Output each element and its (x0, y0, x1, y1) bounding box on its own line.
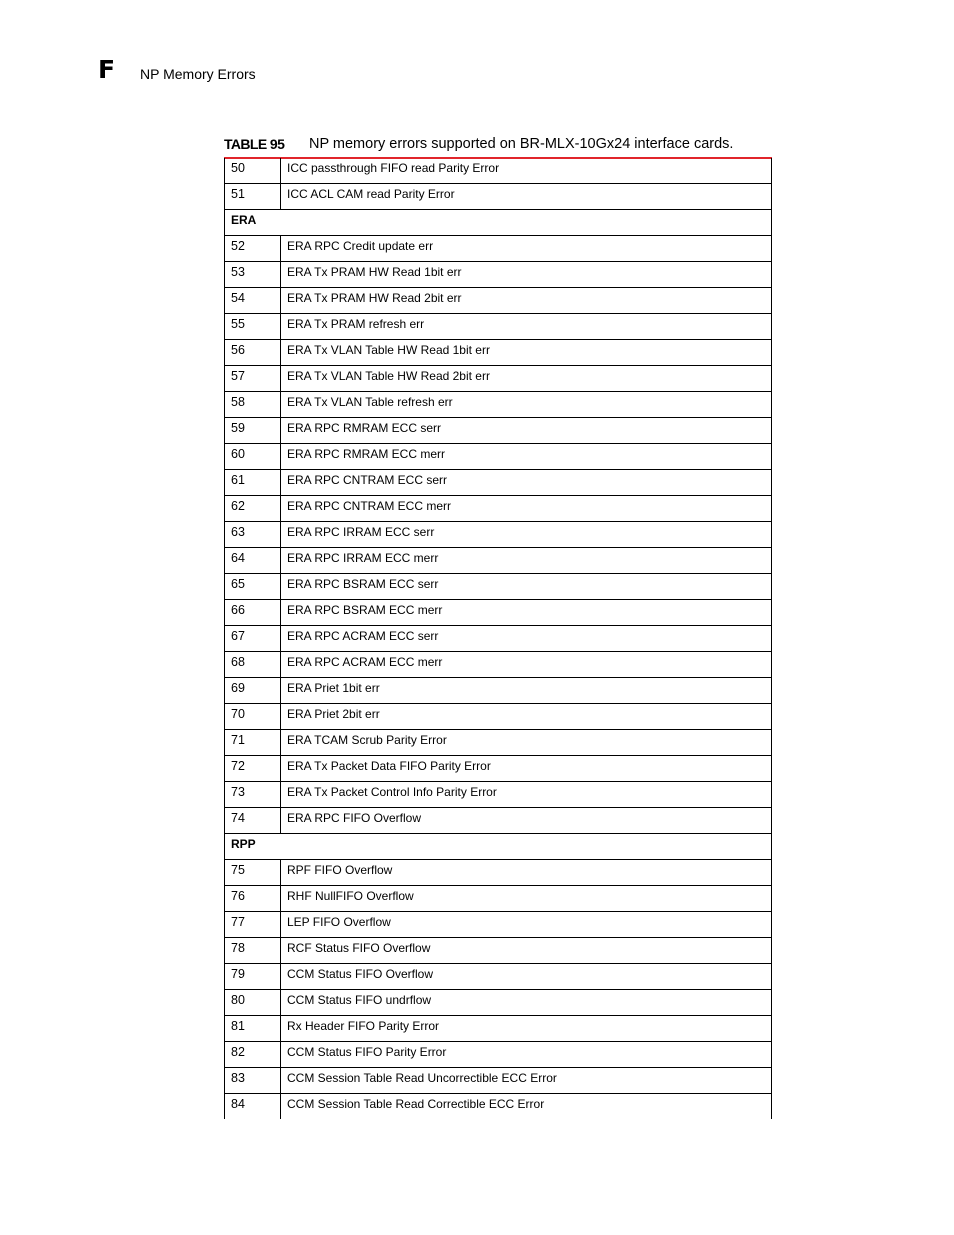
error-number: 65 (225, 574, 281, 600)
table-row (225, 522, 772, 548)
error-number: 68 (225, 652, 281, 678)
error-number: 76 (225, 886, 281, 912)
error-description: RCF Status FIFO Overflow (281, 938, 772, 964)
table-caption-label: TABLE 95 (224, 136, 285, 152)
table-row (225, 1016, 772, 1042)
error-number: 81 (225, 1016, 281, 1042)
error-number: 53 (225, 262, 281, 288)
error-number: 73 (225, 782, 281, 808)
table-row (225, 366, 772, 392)
table-row (225, 782, 772, 808)
table-row (225, 184, 772, 210)
error-number: 74 (225, 808, 281, 834)
table-row (225, 548, 772, 574)
error-description: ICC ACL CAM read Parity Error (281, 184, 772, 210)
section-header: RPP (225, 834, 772, 860)
table-row (225, 470, 772, 496)
error-description: ERA Priet 1bit err (281, 678, 772, 704)
error-description: ERA RPC IRRAM ECC serr (281, 522, 772, 548)
table-row (225, 236, 772, 262)
error-number: 59 (225, 418, 281, 444)
error-description: ERA RPC FIFO Overflow (281, 808, 772, 834)
table-body (225, 158, 772, 1119)
error-number: 64 (225, 548, 281, 574)
error-description: RPF FIFO Overflow (281, 860, 772, 886)
table-row (225, 1094, 772, 1120)
appendix-letter: F (98, 55, 116, 84)
error-number: 71 (225, 730, 281, 756)
error-number: 70 (225, 704, 281, 730)
error-description: ERA Tx Packet Control Info Parity Error (281, 782, 772, 808)
error-number: 67 (225, 626, 281, 652)
error-description: ERA RPC RMRAM ECC merr (281, 444, 772, 470)
table-section-row (225, 210, 772, 236)
table-row (225, 730, 772, 756)
error-number: 58 (225, 392, 281, 418)
error-description: ICC passthrough FIFO read Parity Error (281, 158, 772, 184)
error-description: ERA Tx PRAM HW Read 1bit err (281, 262, 772, 288)
error-number: 78 (225, 938, 281, 964)
error-number: 51 (225, 184, 281, 210)
table-caption-text: NP memory errors supported on BR-MLX-10Gx24 interface cards. (309, 136, 734, 152)
error-description: ERA RPC BSRAM ECC serr (281, 574, 772, 600)
table-row (225, 1068, 772, 1094)
error-number: 82 (225, 1042, 281, 1068)
table-row (225, 860, 772, 886)
table-row (225, 938, 772, 964)
table-row (225, 288, 772, 314)
table-row (225, 340, 772, 366)
error-description: ERA Tx VLAN Table HW Read 1bit err (281, 340, 772, 366)
error-description: ERA RPC ACRAM ECC merr (281, 652, 772, 678)
table-row (225, 886, 772, 912)
error-number: 55 (225, 314, 281, 340)
table-row (225, 626, 772, 652)
table-row (225, 418, 772, 444)
error-number: 77 (225, 912, 281, 938)
error-description: ERA RPC Credit update err (281, 236, 772, 262)
error-number: 52 (225, 236, 281, 262)
section-title: NP Memory Errors (140, 66, 256, 82)
table-row (225, 158, 772, 184)
error-description: ERA RPC CNTRAM ECC serr (281, 470, 772, 496)
error-description: CCM Status FIFO Parity Error (281, 1042, 772, 1068)
error-number: 56 (225, 340, 281, 366)
table-row (225, 990, 772, 1016)
error-number: 84 (225, 1094, 281, 1120)
error-number: 60 (225, 444, 281, 470)
error-number: 79 (225, 964, 281, 990)
error-description: ERA Tx PRAM refresh err (281, 314, 772, 340)
error-description: ERA RPC RMRAM ECC serr (281, 418, 772, 444)
table-row (225, 678, 772, 704)
error-description: ERA Tx Packet Data FIFO Parity Error (281, 756, 772, 782)
table-row (225, 964, 772, 990)
table-row (225, 704, 772, 730)
error-description: CCM Session Table Read Correctible ECC Error (281, 1094, 772, 1120)
error-number: 75 (225, 860, 281, 886)
error-number: 66 (225, 600, 281, 626)
error-description: ERA RPC IRRAM ECC merr (281, 548, 772, 574)
table-row (225, 262, 772, 288)
error-description: ERA RPC ACRAM ECC serr (281, 626, 772, 652)
error-description: RHF NullFIFO Overflow (281, 886, 772, 912)
error-number: 50 (225, 158, 281, 184)
error-description: CCM Status FIFO undrflow (281, 990, 772, 1016)
error-description: ERA TCAM Scrub Parity Error (281, 730, 772, 756)
error-description: ERA Tx VLAN Table HW Read 2bit err (281, 366, 772, 392)
error-description: LEP FIFO Overflow (281, 912, 772, 938)
error-number: 61 (225, 470, 281, 496)
section-header: ERA (225, 210, 772, 236)
table-row (225, 314, 772, 340)
table-row (225, 912, 772, 938)
error-description: ERA RPC BSRAM ECC merr (281, 600, 772, 626)
table-section-row (225, 834, 772, 860)
error-number: 69 (225, 678, 281, 704)
table-row (225, 600, 772, 626)
table-row (225, 808, 772, 834)
error-description: ERA Tx VLAN Table refresh err (281, 392, 772, 418)
error-number: 54 (225, 288, 281, 314)
table-row (225, 652, 772, 678)
table-row (225, 496, 772, 522)
table-row (225, 444, 772, 470)
error-description: ERA Priet 2bit err (281, 704, 772, 730)
error-description: ERA Tx PRAM HW Read 2bit err (281, 288, 772, 314)
table-row (225, 1042, 772, 1068)
error-description: CCM Status FIFO Overflow (281, 964, 772, 990)
table-row (225, 392, 772, 418)
error-number: 72 (225, 756, 281, 782)
error-number: 63 (225, 522, 281, 548)
table-row (225, 574, 772, 600)
error-number: 80 (225, 990, 281, 1016)
error-number: 62 (225, 496, 281, 522)
table-caption (224, 135, 734, 154)
error-number: 57 (225, 366, 281, 392)
np-memory-errors-table (224, 158, 772, 1119)
table-row (225, 756, 772, 782)
error-description: Rx Header FIFO Parity Error (281, 1016, 772, 1042)
error-number: 83 (225, 1068, 281, 1094)
error-description: CCM Session Table Read Uncorrectible ECC Error (281, 1068, 772, 1094)
error-description: ERA RPC CNTRAM ECC merr (281, 496, 772, 522)
